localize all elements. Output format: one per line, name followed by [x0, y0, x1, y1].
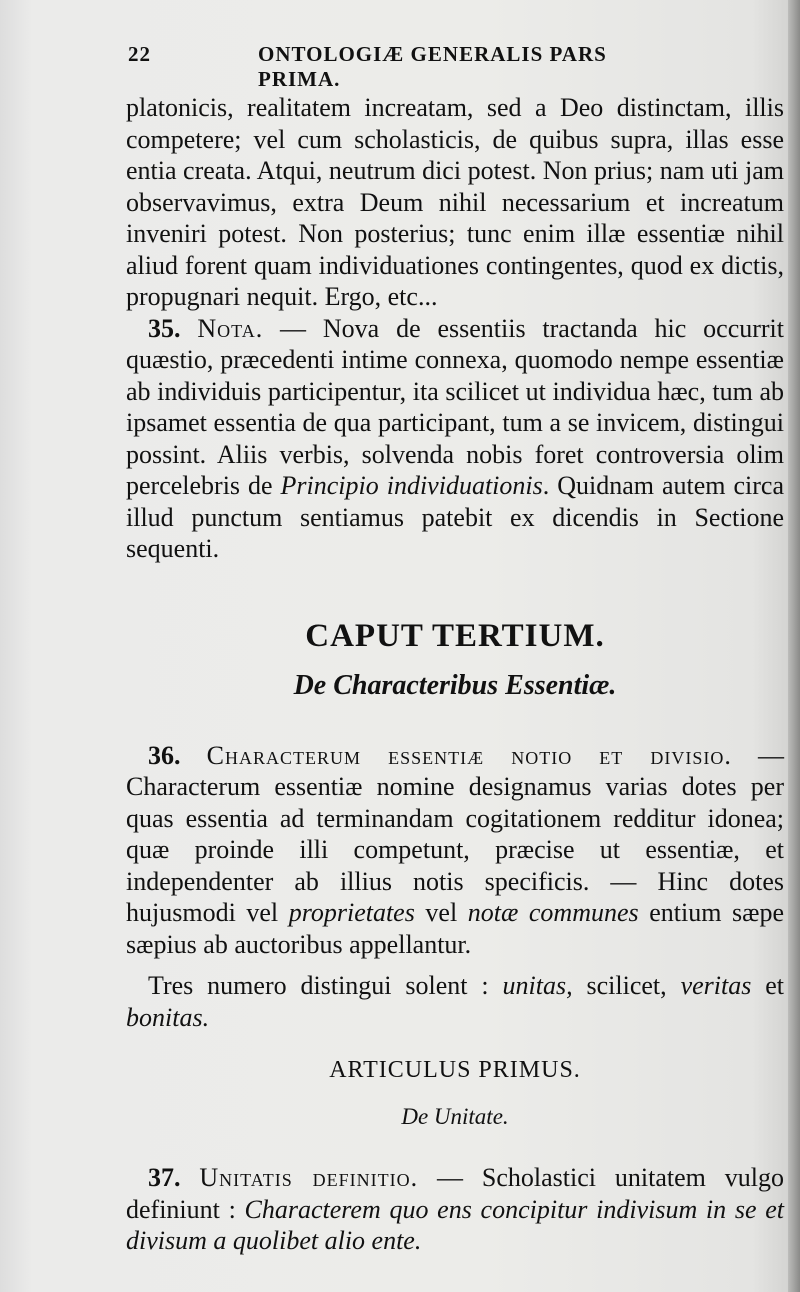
section-number: 35. [148, 313, 181, 343]
paragraph-text: platonicis, realitatem increatam, sed a Deo distinctam, illis competere; vel cum scholasticis, de quibus supra, illas esse entia creata. Atqui, neutrum dici potest. Non prius; nam uti jam observavimus, extra Deum nihil necessarium et increatum inveniri potest. Non posterius; tunc enim illæ essentiæ nihil aliud forent quam individuationes contingentes, quod ex dictis, propugnari nequit. Ergo, etc... [126, 93, 784, 311]
paragraph-text: . Quidnam autem circa illud punctum sentiamus patebit ex dicendis in Sectione sequenti. [126, 471, 784, 563]
italic-term: veritas [680, 971, 752, 1000]
section-label: Characterum essentiæ notio et divisio. [206, 740, 732, 770]
italic-term: Principio individuationis [280, 471, 543, 500]
paragraph-36 [126, 740, 784, 961]
paragraph-text: Tres numero distingui solent : [148, 971, 503, 1000]
paragraph-text: entium sæpe sæpius ab auctoribus appellantur. [126, 898, 784, 959]
paragraph-tres [126, 970, 784, 1033]
page-body [126, 92, 784, 1257]
italic-term: proprietates [288, 898, 415, 927]
chapter-subtitle: De Characteribus Essentiæ. [293, 670, 617, 701]
article-heading: ARTICULUS PRIMUS. [329, 1057, 581, 1083]
paragraph-text: vel [414, 898, 468, 927]
section-label: Nota. [197, 313, 264, 343]
paragraph-text: — Scholastici unitatem vulgo definiunt : [126, 1163, 785, 1224]
paragraph-text: scilicet, [572, 971, 681, 1000]
article-subtitle: De Unitate. [401, 1103, 509, 1129]
paragraph-text: — Characterum essentiæ nomine designamus varias dotes per quas essentia ad terminandam cogitationem redditur idonea; quæ proinde illi competunt, præcise ut essentiæ, et independenter ab illius notis specificis. — Hinc dotes hujusmodi vel [126, 740, 785, 927]
italic-term: unitas, [502, 971, 573, 1000]
page-number: 22 [128, 42, 151, 66]
paragraph-text: et [751, 971, 784, 1000]
italic-definition: Characterem quo ens concipitur indivisum in se et divisum a quolibet alio ente. [126, 1194, 784, 1255]
paragraph-text: — Nova de essentiis tractanda hic occurrit quæstio, præcedenti intime connexa, quomodo nempe essentiæ ab individuis participentur, ita scilicet ut individua hæc, tum ab ipsamet essentia de qua participant, tum a se invicem, distingui possint. Aliis verbis, solvenda nobis foret controversia olim percelebris de [126, 313, 784, 500]
italic-term: bonitas. [126, 1002, 210, 1032]
running-title: ONTOLOGIÆ GENERALIS PARS PRIMA. [258, 42, 607, 91]
section-number: 36. [148, 740, 181, 770]
paragraph-37 [126, 1162, 784, 1257]
paragraph-continuation [126, 92, 784, 313]
italic-term: notæ communes [467, 898, 639, 927]
chapter-heading: CAPUT TERTIUM. [305, 617, 605, 654]
paragraph-35 [126, 313, 784, 565]
running-header [128, 38, 688, 91]
section-label: Unitatis definitio. [199, 1163, 419, 1192]
page-gutter [788, 0, 800, 1292]
section-number: 37. [148, 1163, 181, 1192]
